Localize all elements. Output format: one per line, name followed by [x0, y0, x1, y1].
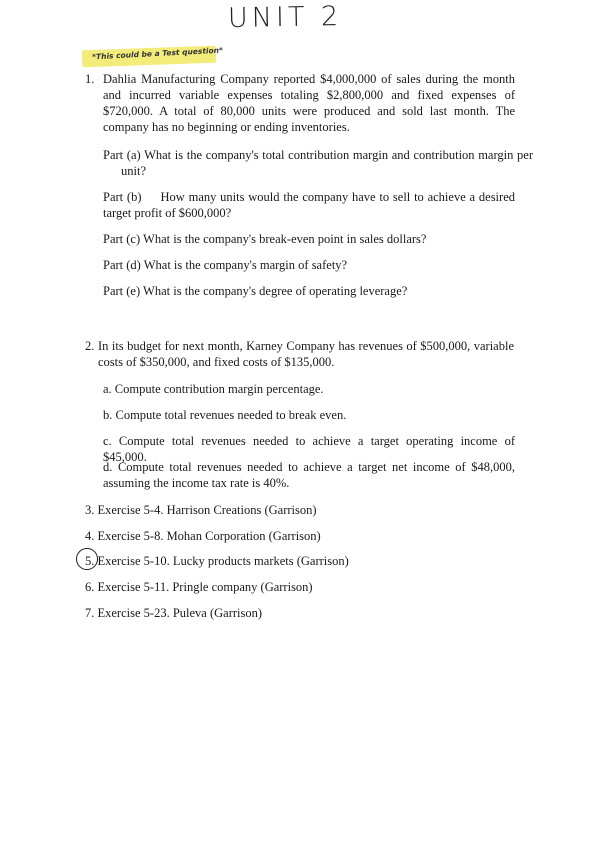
question-2-number: 2.	[85, 339, 95, 353]
q1-part-b: Part (b) How many units would the company have to sell to achieve a desired target profit of $600,000?	[103, 190, 519, 220]
exercise-7: 7. Exercise 5-23. Puleva (Garrison)	[85, 606, 263, 620]
q2-part-c: c. Compute total revenues needed to achieve a target operating income of $45,000.	[103, 434, 515, 464]
q1-part-d: Part (d) What is the company's margin of safety?	[103, 258, 348, 272]
test-question-note: *This could be a Test question*	[91, 45, 224, 62]
exercise-6: 6. Exercise 5-11. Pringle company (Garrison)	[85, 580, 313, 594]
q2-part-a: a. Compute contribution margin percentage.	[103, 382, 324, 396]
question-1	[85, 71, 515, 135]
exercise-4: 4. Exercise 5-8. Mohan Corporation (Garrison)	[85, 529, 321, 543]
q2-part-b: b. Compute total revenues needed to break even.	[103, 408, 347, 422]
question-1-number: 1.	[85, 72, 95, 86]
q2-part-d: d. Compute total revenues needed to achieve a target net income of $48,000, assuming the income tax rate is 40%.	[103, 460, 515, 490]
unit-title: UNIT 2	[227, 1, 343, 34]
q1-part-c: Part (c) What is the company's break-even point in sales dollars?	[103, 232, 427, 246]
question-2-text: In its budget for next month, Karney Company has revenues of $500,000, variable costs of $350,000, and fixed costs of $135,000.	[98, 339, 514, 369]
question-1-text: Dahlia Manufacturing Company reported $4,000,000 of sales during the month and incurred variable expenses totaling $2,800,000 and fixed expenses of $720,000. A total of 80,000 units were produced and sold last month. The company has no beginning or ending inventories.	[103, 72, 515, 134]
exercise-3: 3. Exercise 5-4. Harrison Creations (Garrison)	[85, 503, 317, 517]
exercise-5: 5. Exercise 5-10. Lucky products markets (Garrison)	[85, 554, 349, 568]
question-2	[85, 338, 514, 370]
q1-part-a: Part (a) What is the company's total contribution margin and contribution margin per unit?	[103, 148, 533, 178]
q1-part-e: Part (e) What is the company's degree of operating leverage?	[103, 284, 408, 298]
